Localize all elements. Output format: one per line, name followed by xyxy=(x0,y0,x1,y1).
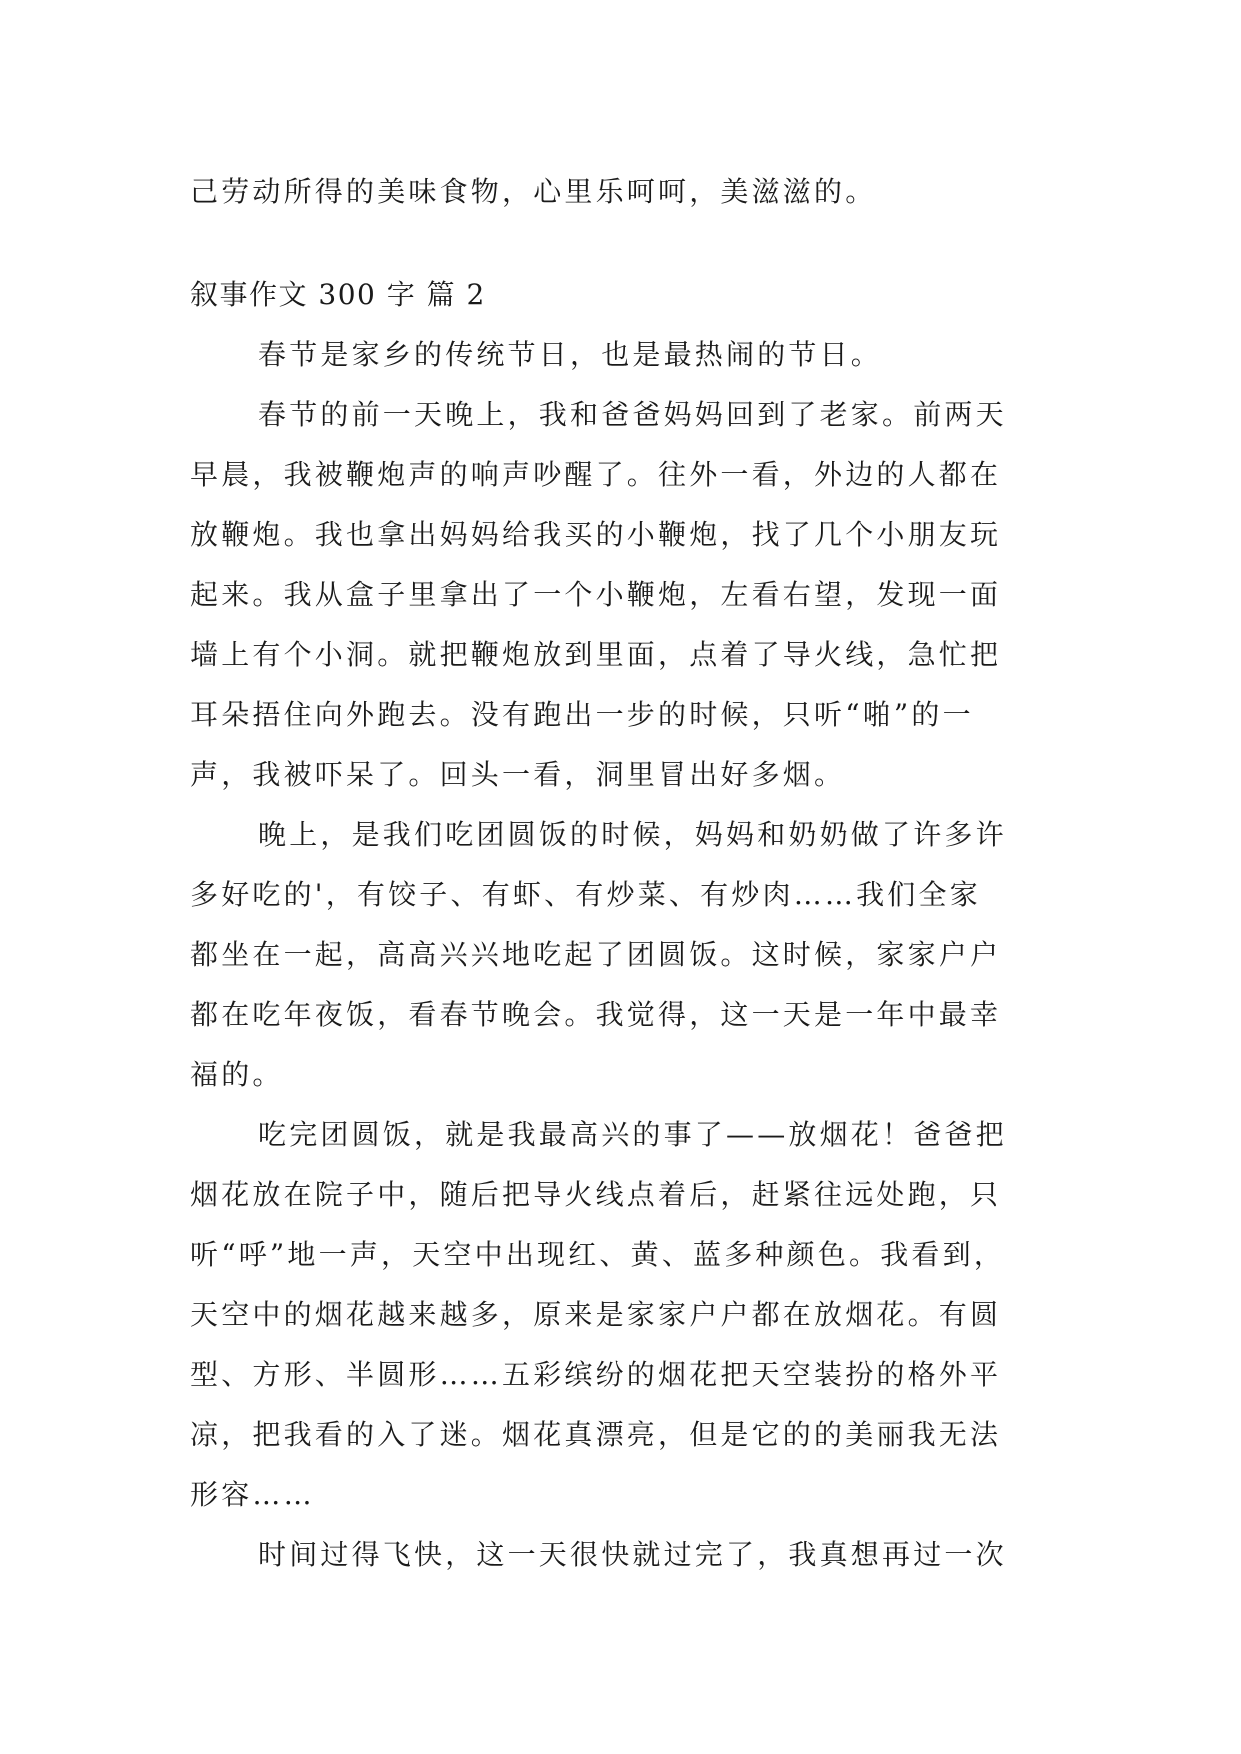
paragraph-line: 多好吃的'，有饺子、有虾、有炒菜、有炒肉……我们全家 xyxy=(190,878,981,911)
paragraph-line: 都坐在一起，高高兴兴地吃起了团圆饭。这时候，家家户户 xyxy=(190,938,1002,971)
paragraph-line: 早晨，我被鞭炮声的响声吵醒了。往外一看，外边的人都在 xyxy=(190,458,1002,491)
paragraph-line: 天空中的烟花越来越多，原来是家家户户都在放烟花。有圆 xyxy=(190,1298,1002,1331)
paragraph-line: 都在吃年夜饭，看春节晚会。我觉得，这一天是一年中最幸 xyxy=(190,998,1002,1031)
paragraph-line: 烟花放在院子中，随后把导火线点着后，赶紧往远处跑，只 xyxy=(190,1178,1002,1211)
paragraph-line: 型、方形、半圆形……五彩缤纷的烟花把天空装扮的格外平 xyxy=(190,1358,1002,1391)
paragraph-2 xyxy=(190,385,1050,805)
paragraph-line: 吃完团圆饭，就是我最高兴的事了——放烟花！爸爸把 xyxy=(258,1118,1007,1151)
paragraph-4 xyxy=(190,1105,1050,1525)
paragraph-line: 耳朵捂住向外跑去。没有跑出一步的时候，只听“啪”的一 xyxy=(190,698,974,731)
paragraph-line: 福的。 xyxy=(190,1058,284,1091)
paragraph-line: 形容…… xyxy=(190,1478,315,1511)
paragraph-line: 晚上，是我们吃团圆饭的时候，妈妈和奶奶做了许多许 xyxy=(258,818,1007,851)
paragraph-3 xyxy=(190,805,1050,1105)
paragraph-line: 春节的前一天晚上，我和爸爸妈妈回到了老家。前两天 xyxy=(258,398,1007,431)
paragraph-line: 凉，把我看的入了迷。烟花真漂亮，但是它的的美丽我无法 xyxy=(190,1418,1002,1451)
paragraph-line: 墙上有个小洞。就把鞭炮放到里面，点着了导火线，急忙把 xyxy=(190,638,1002,671)
paragraph-line: 时间过得飞快，这一天很快就过完了，我真想再过一次 xyxy=(258,1538,1007,1571)
paragraph-line: 放鞭炮。我也拿出妈妈给我买的小鞭炮，找了几个小朋友玩 xyxy=(190,518,1002,551)
document-page xyxy=(190,162,1050,1585)
paragraph-line: 听“呼”地一声，天空中出现红、黄、蓝多种颜色。我看到， xyxy=(190,1238,1006,1271)
paragraph-1 xyxy=(190,325,1050,385)
paragraph-5 xyxy=(190,1525,1050,1585)
continuation-line: 己劳动所得的美味食物，心里乐呵呵，美滋滋的。 xyxy=(190,175,877,208)
section-heading: 叙事作文 300 字 篇 2 xyxy=(190,278,486,311)
paragraph-line: 声，我被吓呆了。回头一看，洞里冒出好多烟。 xyxy=(190,758,846,791)
spacer xyxy=(190,222,1050,265)
paragraph-line: 起来。我从盒子里拿出了一个小鞭炮，左看右望，发现一面 xyxy=(190,578,1002,611)
paragraph-line: 春节是家乡的传统节日，也是最热闹的节日。 xyxy=(258,338,883,371)
